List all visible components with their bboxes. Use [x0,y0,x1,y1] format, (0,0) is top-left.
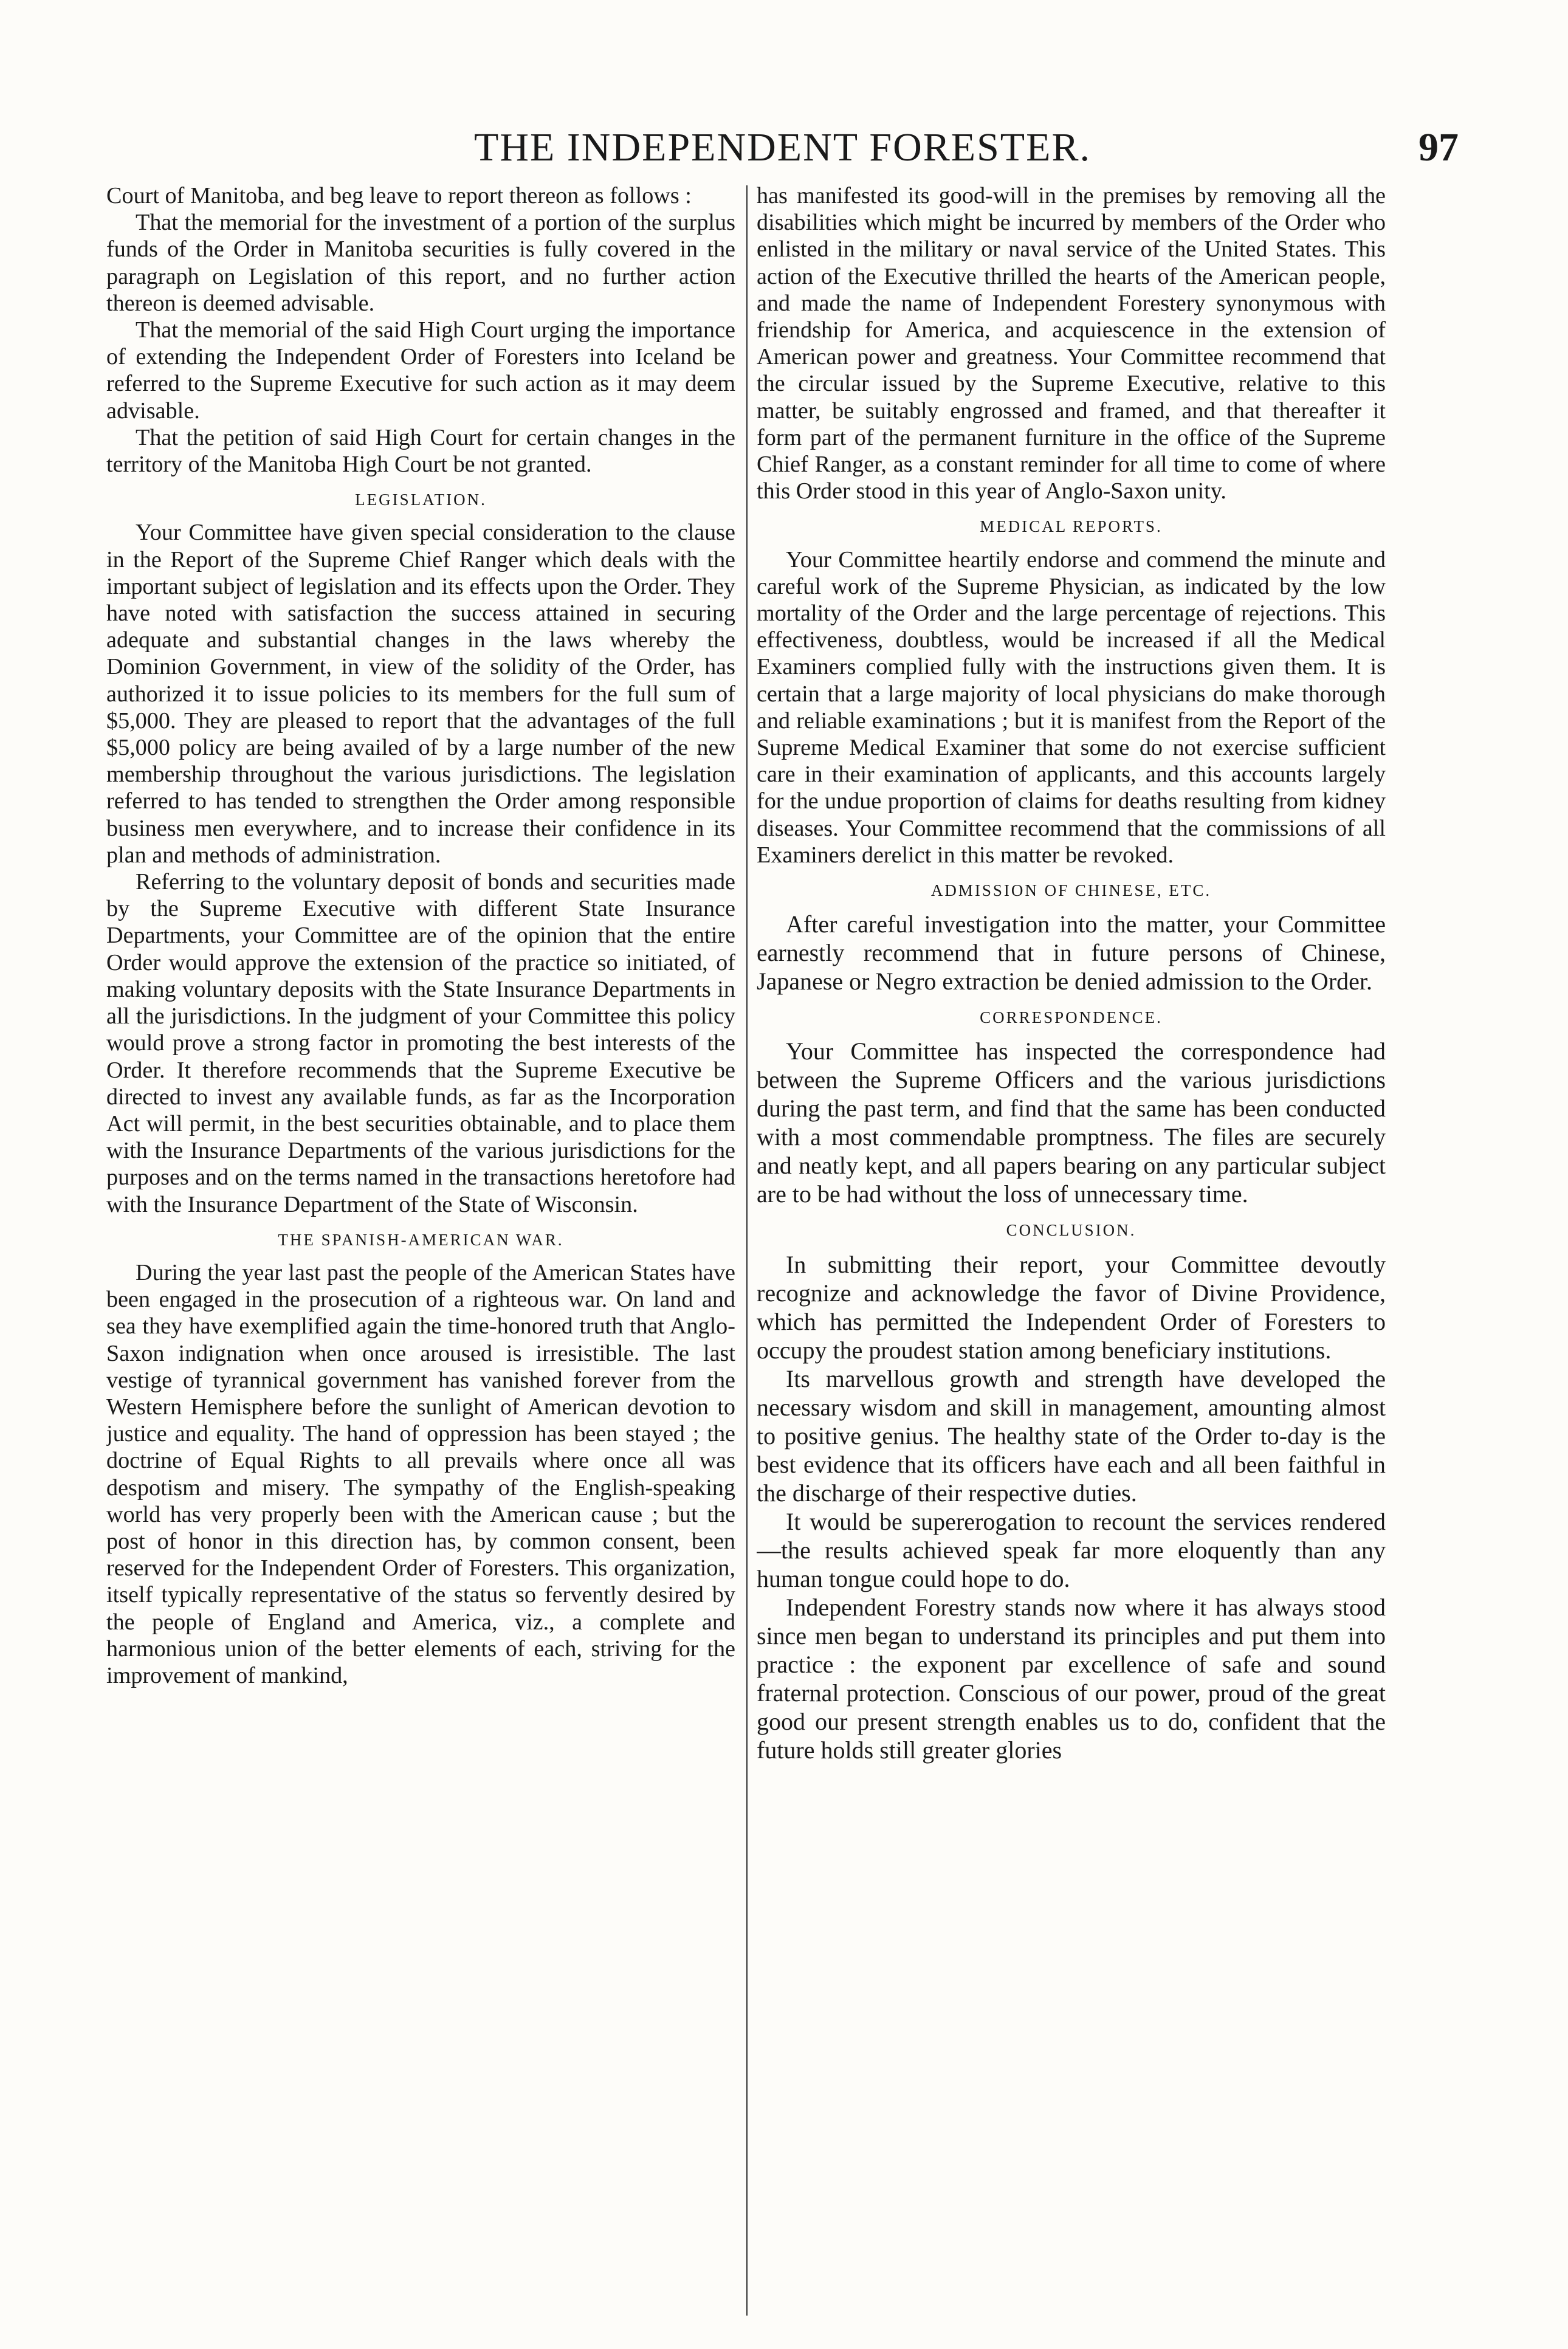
header-title: THE INDEPENDENT FORESTER. [474,125,1091,170]
paragraph: Court of Manitoba, and beg leave to report thereon as follows : [106,183,692,208]
right-column [757,182,1386,2334]
section-heading-legislation: LEGISLATION. [355,490,487,509]
section-heading-conclusion: CONCLUSION. [1006,1221,1136,1240]
paragraph: Referring to the voluntary deposit of bonds and securities made by the Supreme Executive with different State Insurance Departments, your Committee are of the opinion that the entire Order would approve the extension of the practice so initiated, of making voluntary deposits with the State Insurance Departments in all the jurisdictions. In the judgment of your Committee this policy would prove a strong factor in promoting the best interests of the Order. It therefore recommends that the Supreme Executive be directed to invest any available funds, as far as the Incorporation Act will permit, in the best securities obtainable, and to place them with the Insurance Departments of the various jurisdictions for the purposes and on the terms named in the transactions heretofore had with the Insurance Department of the State of Wisconsin. [106,869,735,1217]
paragraph: Your Committee have given special consideration to the clause in the Report of the Supreme Chief Ranger which deals with the important subject of legislation and its effects upon the Order. They have noted with satisfaction the success attained in securing adequate and substantial changes in the laws whereby the Dominion Government, in view of the solidity of the Order, has authorized it to issue policies to its members for the full sum of $5,000. They are pleased to report that the advantages of the full $5,000 policy are being availed of by a large number of the new membership throughout the various jurisdictions. The legislation referred to has tended to strengthen the Order among responsible business men everywhere, and to increase their confidence in its plan and methods of administration. [106,520,735,868]
paragraph: It would be supererogation to recount the services rendered—the results achieved speak far more eloquently than any human tongue could hope to do. [757,1507,1386,1592]
paragraph: In submitting their report, your Committee devoutly recognize and acknowledge the favor of Divine Providence, which has permitted the Independent Order of Foresters to occupy the proudest station among beneficiary institutions. [757,1250,1386,1364]
section-heading-correspondence: CORRESPONDENCE. [980,1008,1163,1027]
paragraph: has manifested its good-will in the premises by removing all the disabilities which might be incurred by members of the Order who enlisted in the military or naval service of the United States. This action of the Executive thrilled the hearts of the American people, and made the name of Independent Forestery synonymous with friendship for America, and acquiescence in the extension of American power and greatness. Your Committee recommend that the circular issued by the Supreme Executive, relative to this matter, be suitably engrossed and framed, and that thereafter it form part of the permanent furniture in the office of the Supreme Chief Ranger, as a constant reminder for all time to come of where this Order stood in this year of Anglo-Saxon unity. [757,183,1386,504]
section-heading-medical: MEDICAL REPORTS. [980,517,1163,536]
running-header [106,125,1459,179]
page-number: 97 [1418,125,1459,170]
paragraph: Your Committee has inspected the correspondence had between the Supreme Officers and the various jurisdictions during the past term, and find that the same has been conducted with a most commendable promptness. The files are securely and neatly kept, and all papers bearing on any particular subject are to be had without the loss of unnecessary time. [757,1037,1386,1208]
section-heading-admission: ADMISSION OF CHINESE, ETC. [930,881,1212,900]
paragraph: Its marvellous growth and strength have developed the necessary wisdom and skill in management, amounting almost to positive genius. The healthy state of the Order to-day is the best evidence that its officers have each and all been faithful in the discharge of their respective duties. [757,1364,1386,1507]
paragraph: That the memorial of the said High Court urging the importance of extending the Independent Order of Foresters into Iceland be referred to the Supreme Executive for such action as it may deem advisable. [106,317,735,424]
paragraph: Independent Forestry stands now where it has always stood since men began to understand its principles and put them into practice : the exponent par excellence of safe and sound fraternal protection. Conscious of our power, proud of the great good our present strength enables us to do, confident that the future holds still greater glories [757,1593,1386,1764]
column-divider [746,185,748,2316]
paragraph: During the year last past the people of the American States have been engaged in the prosecution of a righteous war. On land and sea they have exemplified again the time-honored truth that Anglo-Saxon indignation when once aroused is irresistible. The last vestige of tyrannical government has vanished forever from the Western Hemisphere before the sunlight of American devotion to justice and equality. The hand of oppression has been stayed ; the doctrine of Equal Rights to all prevails where once all was despotism and misery. The sympathy of the English-speaking world has very properly been with the American cause ; but the post of honor in this direction has, by common consent, been reserved for the Independent Order of Foresters. This organization, itself typically representative of the status so fervently desired by the people of England and America, viz., a complete and harmonious union of the better elements of each, striving for the improvement of mankind, [106,1259,735,1688]
paragraph: After careful investigation into the matter, your Committee earnestly recommend that in future persons of Chinese, Japanese or Negro extraction be denied admission to the Order. [757,910,1386,996]
section-heading-war: THE SPANISH-AMERICAN WAR. [278,1230,564,1249]
paragraph: Your Committee heartily endorse and commend the minute and careful work of the Supreme Physician, as indicated by the low mortality of the Order and the large percentage of rejections. This effectiveness, doubtless, would be increased if all the Medical Examiners complied fully with the instructions given them. It is certain that a large majority of local physicians do make thorough and reliable examinations ; but it is manifest from the Report of the Supreme Medical Examiner that some do not exercise sufficient care in their examination of applicants, and this accounts largely for the undue proportion of claims for deaths resulting from kidney diseases. Your Committee recommend that the commissions of all Examiners derelict in this matter be revoked. [757,546,1386,868]
paragraph: That the petition of said High Court for certain changes in the territory of the Manitoba High Court be not granted. [106,424,735,478]
paragraph: That the memorial for the investment of a portion of the surplus funds of the Order in Manitoba securities is fully covered in the paragraph on Legislation of this report, and no further action thereon is deemed advisable. [106,210,735,316]
left-column [106,182,735,2334]
